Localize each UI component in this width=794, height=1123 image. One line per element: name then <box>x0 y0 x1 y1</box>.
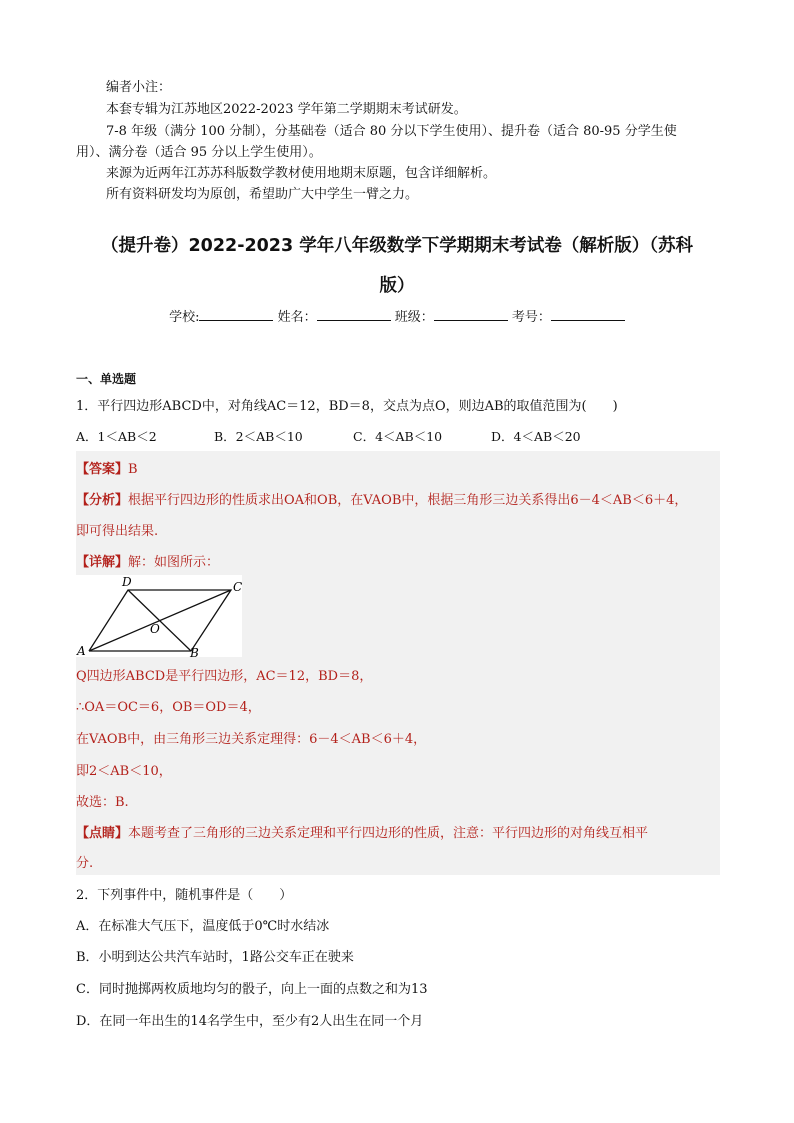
question-2-option-b: B．小明到达公共汽车站时，1路公交车正在驶来 <box>76 950 354 965</box>
comment-text-continued: 分. <box>76 856 94 871</box>
comment-text: 本题考查了三角形的三边关系定理和平行四边形的性质，注意：平行四边形的对角线互相平 <box>128 826 649 841</box>
detail-tag: 【详解】 <box>76 555 129 570</box>
question-2-option-d: D．在同一年出生的14名学生中，至少有2人出生在同一个月 <box>76 1014 424 1029</box>
answer-tag: 【答案】 <box>76 462 129 477</box>
question-1-option-a: A．1＜AB＜2 <box>76 429 157 444</box>
analysis-tag: 【分析】 <box>76 493 129 508</box>
page-title-continued: 版） <box>379 276 415 296</box>
editor-note-line: 本套专辑为江苏地区2022-2023 学年第二学期期末考试研发。 <box>106 102 467 117</box>
solution-step: 在VAOB中，由三角形三边关系定理得：6－4＜AB＜6＋4， <box>76 732 427 747</box>
name-label: 姓名： <box>277 310 317 325</box>
answer-value: B <box>128 462 138 477</box>
comment-line <box>76 822 648 841</box>
solution-step: 故选：B. <box>76 795 129 810</box>
exam-number-blank[interactable] <box>551 308 625 321</box>
vertex-label-a: A <box>77 644 86 657</box>
analysis-text-continued: 即可得出结果. <box>76 524 159 539</box>
class-blank[interactable] <box>434 308 508 321</box>
editor-note-line: 所有资料研发均为原创，希望助广大中学生一臂之力。 <box>106 187 419 202</box>
solution-step: ∴OA＝OC＝6，OB＝OD＝4， <box>76 700 261 715</box>
editor-note-line: 用）、满分卷（适合 95 分以上学生使用）。 <box>76 145 322 160</box>
detail-intro: 解：如图所示： <box>128 555 220 570</box>
editor-note-line: 7-8 年级（满分 100 分制），分基础卷（适合 80 分以下学生使用）、提升卷（适合 80-95 分学生使 <box>106 124 677 139</box>
parallelogram-diagram <box>76 575 242 657</box>
question-1-option-c: C．4＜AB＜10 <box>353 429 443 444</box>
question-1-option-b: B．2＜AB＜10 <box>214 429 303 444</box>
school-blank[interactable] <box>199 308 273 321</box>
question-2-option-a: A．在标准大气压下，温度低于0℃时水结冰 <box>76 919 330 934</box>
question-1-stem: 1．平行四边形ABCD中，对角线AC＝12，BD＝8，交点为点O，则边AB的取值范围为( ) <box>76 399 618 414</box>
editor-note-heading: 编者小注： <box>106 80 172 95</box>
question-2-stem: 2．下列事件中，随机事件是（ ） <box>76 888 293 903</box>
analysis-line <box>76 489 687 508</box>
answer-line <box>76 458 138 477</box>
page-title: （提升卷）2022-2023 学年八年级数学下学期期末考试卷（解析版）（苏科 <box>100 236 694 256</box>
question-1-option-d: D．4＜AB＜20 <box>491 429 581 444</box>
solution-step: Q四边形ABCD是平行四边形，AC＝12，BD＝8， <box>76 669 373 684</box>
student-info-line <box>0 306 794 325</box>
detail-line <box>76 551 219 570</box>
class-label: 班级： <box>394 310 434 325</box>
parallelogram-figure <box>76 575 242 657</box>
question-2-option-c: C．同时抛掷两枚质地均匀的骰子，向上一面的点数之和为13 <box>76 982 428 997</box>
vertex-label-d: D <box>122 575 132 589</box>
analysis-text: 根据平行四边形的性质求出OA和OB，在VAOB中，根据三角形三边关系得出6－4＜AB＜6＋4， <box>128 493 688 508</box>
solution-step: 即2＜AB＜10， <box>76 764 172 779</box>
school-label: 学校: <box>169 310 200 325</box>
center-label-o: O <box>150 622 160 636</box>
vertex-label-c: C <box>233 580 242 594</box>
comment-tag: 【点睛】 <box>76 826 129 841</box>
exam-number-label: 考号： <box>511 310 551 325</box>
editor-note-line: 来源为近两年江苏苏科版数学教材使用地期末原题，包含详细解析。 <box>106 166 497 181</box>
name-blank[interactable] <box>317 308 391 321</box>
section-heading: 一、单选题 <box>76 372 137 386</box>
answer-block-background <box>76 451 720 875</box>
vertex-label-b: B <box>190 646 199 657</box>
